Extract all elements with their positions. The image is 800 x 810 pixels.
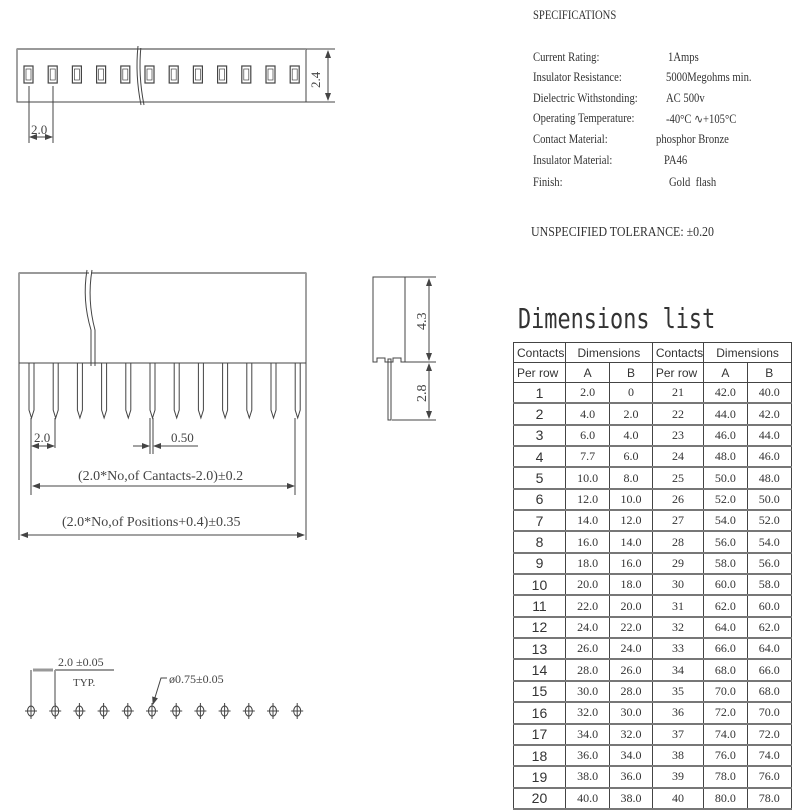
dim-b-cell: 42.0 (747, 403, 791, 424)
pitch-dimension: 2.0 (31, 122, 48, 137)
contacts-cell: 37 (652, 724, 703, 745)
dim-a-cell: 34.0 (565, 724, 609, 745)
socket-opening-icon (97, 66, 106, 83)
contacts-cell: 6 (514, 489, 566, 510)
dim-a-cell: 10.0 (565, 467, 609, 488)
pin-length-dimension: 2.8 (415, 384, 430, 402)
pcb-hole-icon (243, 703, 255, 719)
dim-a-cell: 62.0 (704, 595, 747, 616)
pin-pitch-dimension: 2.0 (34, 430, 51, 445)
dim-a-cell: 74.0 (704, 724, 747, 745)
contacts-cell: 30 (652, 574, 703, 595)
contacts-cell: 8 (514, 531, 566, 552)
contacts-cell: 7 (514, 510, 566, 531)
header-contacts: Contacts (652, 343, 703, 363)
height-dimension: 2.4 (308, 71, 323, 88)
dim-a-cell: 50.0 (704, 467, 747, 488)
table-row (514, 788, 792, 809)
dim-b-cell: 46.0 (747, 446, 791, 467)
pcb-typ: TYP. (73, 677, 96, 689)
dim-a-cell: 64.0 (704, 617, 747, 638)
dim-a-cell: 80.0 (704, 788, 747, 809)
dim-b-cell: 28.0 (610, 681, 653, 702)
spec-value: phosphor Bronze (656, 132, 729, 146)
contacts-cell: 38 (652, 745, 703, 766)
dim-a-cell: 24.0 (565, 617, 609, 638)
contacts-cell: 18 (514, 745, 566, 766)
spec-label: Dielectric Withstonding: (533, 91, 638, 105)
contacts-cell: 34 (652, 659, 703, 680)
dim-b-cell: 6.0 (610, 446, 653, 467)
contacts-cell: 27 (652, 510, 703, 531)
dim-b-cell: 40.0 (747, 383, 791, 404)
dim-a-cell: 44.0 (704, 403, 747, 424)
dim-b-cell: 14.0 (610, 531, 653, 552)
dim-a-cell: 6.0 (565, 425, 609, 446)
contacts-cell: 9 (514, 553, 566, 574)
contacts-cell: 19 (514, 766, 566, 787)
dim-b-cell: 68.0 (747, 681, 791, 702)
socket-opening-icon (193, 66, 202, 83)
contacts-cell: 14 (514, 659, 566, 680)
contacts-cell: 22 (652, 403, 703, 424)
dim-a-cell: 42.0 (704, 383, 747, 404)
table-row (514, 574, 792, 595)
pcb-hole-icon (122, 703, 134, 719)
contacts-length-formula: (2.0*No,of Cantacts-2.0)±0.2 (78, 469, 244, 484)
spec-value: Gold flash (669, 175, 717, 189)
contact-pin (29, 363, 34, 418)
contacts-cell: 32 (652, 617, 703, 638)
dim-a-cell: 56.0 (704, 531, 747, 552)
socket-opening-icon (290, 66, 299, 83)
dim-b-cell: 20.0 (610, 595, 653, 616)
table-row (514, 702, 792, 723)
contacts-cell: 35 (652, 681, 703, 702)
socket-opening-icon (218, 66, 227, 83)
pcb-hole-icon (73, 703, 85, 719)
pcb-hole-icon (170, 703, 182, 719)
pcb-hole-icon (25, 703, 37, 719)
pcb-pitch: 2.0 ±0.05 (58, 655, 104, 669)
pcb-holes (25, 703, 303, 719)
dim-b-cell: 56.0 (747, 553, 791, 574)
spec-label: Insulator Material: (533, 153, 613, 167)
table-row (514, 553, 792, 574)
pcb-hole-icon (98, 703, 110, 719)
dim-b-cell: 54.0 (747, 531, 791, 552)
dim-a-cell: 76.0 (704, 745, 747, 766)
dim-b-cell: 34.0 (610, 745, 653, 766)
table-row (514, 724, 792, 745)
dim-b-cell: 12.0 (610, 510, 653, 531)
dim-a-cell: 14.0 (565, 510, 609, 531)
front-view (19, 270, 306, 540)
dim-b-cell: 0 (610, 383, 653, 404)
socket-opening-icon (242, 66, 251, 83)
table-row (514, 467, 792, 488)
contact-pin (53, 363, 58, 418)
hole-diameter: ø0.75±0.05 (169, 672, 224, 686)
dim-b-cell: 70.0 (747, 702, 791, 723)
header-a: A (704, 363, 747, 383)
contact-pins (29, 363, 300, 418)
dim-b-cell: 60.0 (747, 595, 791, 616)
socket-opening-icon (169, 66, 178, 83)
dim-b-cell: 64.0 (747, 638, 791, 659)
dim-a-cell: 4.0 (565, 403, 609, 424)
body-height-dimension: 4.3 (415, 312, 430, 330)
socket-opening-icon (145, 66, 154, 83)
contacts-cell: 1 (514, 383, 566, 404)
contacts-cell: 10 (514, 574, 566, 595)
header-per-row: Per row (514, 363, 566, 383)
dim-a-cell: 66.0 (704, 638, 747, 659)
spec-label: Operating Temperature: (533, 111, 635, 125)
dim-a-cell: 54.0 (704, 510, 747, 531)
dim-a-cell: 38.0 (565, 766, 609, 787)
dim-a-cell: 32.0 (565, 702, 609, 723)
contacts-cell: 36 (652, 702, 703, 723)
dimensions-list-title: Dimensions list (518, 302, 716, 335)
contacts-cell: 40 (652, 788, 703, 809)
contacts-cell: 2 (514, 403, 566, 424)
dim-a-cell: 18.0 (565, 553, 609, 574)
dim-a-cell: 7.7 (565, 446, 609, 467)
table-row (514, 489, 792, 510)
table-row (514, 403, 792, 424)
contact-pin (174, 363, 179, 418)
socket-opening-icon (266, 66, 275, 83)
table-row (514, 510, 792, 531)
contacts-cell: 25 (652, 467, 703, 488)
socket-opening-icon (24, 66, 33, 83)
pcb-hole-icon (194, 703, 206, 719)
contacts-cell: 5 (514, 467, 566, 488)
pcb-hole-icon (291, 703, 303, 719)
pcb-hole-icon (219, 703, 231, 719)
dim-b-cell: 62.0 (747, 617, 791, 638)
dim-a-cell: 30.0 (565, 681, 609, 702)
dim-a-cell: 40.0 (565, 788, 609, 809)
dim-b-cell: 24.0 (610, 638, 653, 659)
table-row (514, 425, 792, 446)
contacts-cell: 17 (514, 724, 566, 745)
contacts-cell: 26 (652, 489, 703, 510)
pin-width-dimension: 0.50 (171, 430, 194, 445)
dim-a-cell: 36.0 (565, 745, 609, 766)
header-a: A (565, 363, 609, 383)
contacts-cell: 33 (652, 638, 703, 659)
pcb-hole-icon (267, 703, 279, 719)
table-row (514, 766, 792, 787)
dim-b-cell: 26.0 (610, 659, 653, 680)
dim-b-cell: 38.0 (610, 788, 653, 809)
dim-b-cell: 32.0 (610, 724, 653, 745)
contact-pin (247, 363, 252, 418)
contacts-cell: 15 (514, 681, 566, 702)
spec-value: 1Amps (668, 50, 699, 64)
dim-a-cell: 16.0 (565, 531, 609, 552)
specifications-title: SPECIFICATIONS (533, 8, 617, 22)
dim-b-cell: 18.0 (610, 574, 653, 595)
contacts-cell: 20 (514, 788, 566, 809)
spec-label: Contact Material: (533, 132, 608, 146)
spec-value: -40°C ∿+105°C (666, 112, 737, 126)
contacts-cell: 11 (514, 595, 566, 616)
spec-value: PA46 (664, 153, 688, 167)
dim-a-cell: 12.0 (565, 489, 609, 510)
dim-b-cell: 76.0 (747, 766, 791, 787)
socket-openings (24, 66, 299, 83)
contact-pin (126, 363, 131, 418)
contact-pin (77, 363, 82, 418)
contacts-cell: 12 (514, 617, 566, 638)
dim-b-cell: 58.0 (747, 574, 791, 595)
dim-a-cell: 28.0 (565, 659, 609, 680)
dim-a-cell: 22.0 (565, 595, 609, 616)
contact-pin (271, 363, 276, 418)
contact-pin (102, 363, 107, 418)
contacts-cell: 3 (514, 425, 566, 446)
contacts-cell: 31 (652, 595, 703, 616)
dim-b-cell: 8.0 (610, 467, 653, 488)
contacts-cell: 21 (652, 383, 703, 404)
contacts-cell: 28 (652, 531, 703, 552)
pcb-hole-icon (146, 703, 158, 719)
contacts-cell: 39 (652, 766, 703, 787)
socket-opening-icon (48, 66, 57, 83)
dim-a-cell: 26.0 (565, 638, 609, 659)
dim-b-cell: 22.0 (610, 617, 653, 638)
table-row (514, 638, 792, 659)
spec-value: 5000Megohms min. (666, 70, 752, 84)
table-row (514, 745, 792, 766)
spec-label: Finish: (533, 175, 563, 189)
dimensions-table (513, 342, 792, 810)
socket-opening-icon (72, 66, 81, 83)
dim-a-cell: 72.0 (704, 702, 747, 723)
socket-opening-icon (121, 66, 130, 83)
dim-b-cell: 10.0 (610, 489, 653, 510)
contact-pin (295, 363, 300, 418)
header-dimensions: Dimensions (704, 343, 792, 363)
header-contacts: Contacts (514, 343, 566, 363)
table-row (514, 659, 792, 680)
contacts-cell: 23 (652, 425, 703, 446)
dim-a-cell: 46.0 (704, 425, 747, 446)
contacts-cell: 24 (652, 446, 703, 467)
pcb-layout (25, 655, 303, 719)
header-b: B (610, 363, 653, 383)
spec-value: AC 500v (666, 91, 705, 105)
dim-a-cell: 58.0 (704, 553, 747, 574)
table-row (514, 383, 792, 404)
contacts-cell: 4 (514, 446, 566, 467)
contact-pin (223, 363, 228, 418)
table-row (514, 617, 792, 638)
dim-b-cell: 16.0 (610, 553, 653, 574)
header-b: B (747, 363, 791, 383)
dim-b-cell: 52.0 (747, 510, 791, 531)
dim-b-cell: 36.0 (610, 766, 653, 787)
contact-pin (198, 363, 203, 418)
dim-b-cell: 4.0 (610, 425, 653, 446)
dim-b-cell: 74.0 (747, 745, 791, 766)
positions-length-formula: (2.0*No,of Positions+0.4)±0.35 (62, 515, 241, 530)
dim-b-cell: 30.0 (610, 702, 653, 723)
header-dimensions: Dimensions (565, 343, 652, 363)
dim-a-cell: 52.0 (704, 489, 747, 510)
side-view (373, 277, 436, 420)
dim-a-cell: 20.0 (565, 574, 609, 595)
spec-label: Insulator Resistance: (533, 70, 622, 84)
header-per-row: Per row (652, 363, 703, 383)
pcb-hole-icon (49, 703, 61, 719)
table-row (514, 681, 792, 702)
contacts-cell: 16 (514, 702, 566, 723)
dim-a-cell: 48.0 (704, 446, 747, 467)
dim-a-cell: 70.0 (704, 681, 747, 702)
table-row (514, 446, 792, 467)
dim-b-cell: 78.0 (747, 788, 791, 809)
contacts-cell: 13 (514, 638, 566, 659)
contact-pin (150, 363, 155, 418)
dim-a-cell: 2.0 (565, 383, 609, 404)
unspecified-tolerance: UNSPECIFIED TOLERANCE: ±0.20 (531, 225, 714, 240)
dim-a-cell: 60.0 (704, 574, 747, 595)
spec-label: Current Rating: (533, 50, 600, 64)
top-view (17, 46, 335, 143)
dim-b-cell: 72.0 (747, 724, 791, 745)
dim-b-cell: 66.0 (747, 659, 791, 680)
dim-b-cell: 48.0 (747, 467, 791, 488)
dim-a-cell: 68.0 (704, 659, 747, 680)
dim-b-cell: 50.0 (747, 489, 791, 510)
table-row (514, 595, 792, 616)
dim-b-cell: 44.0 (747, 425, 791, 446)
dim-b-cell: 2.0 (610, 403, 653, 424)
contacts-cell: 29 (652, 553, 703, 574)
table-row (514, 531, 792, 552)
dim-a-cell: 78.0 (704, 766, 747, 787)
